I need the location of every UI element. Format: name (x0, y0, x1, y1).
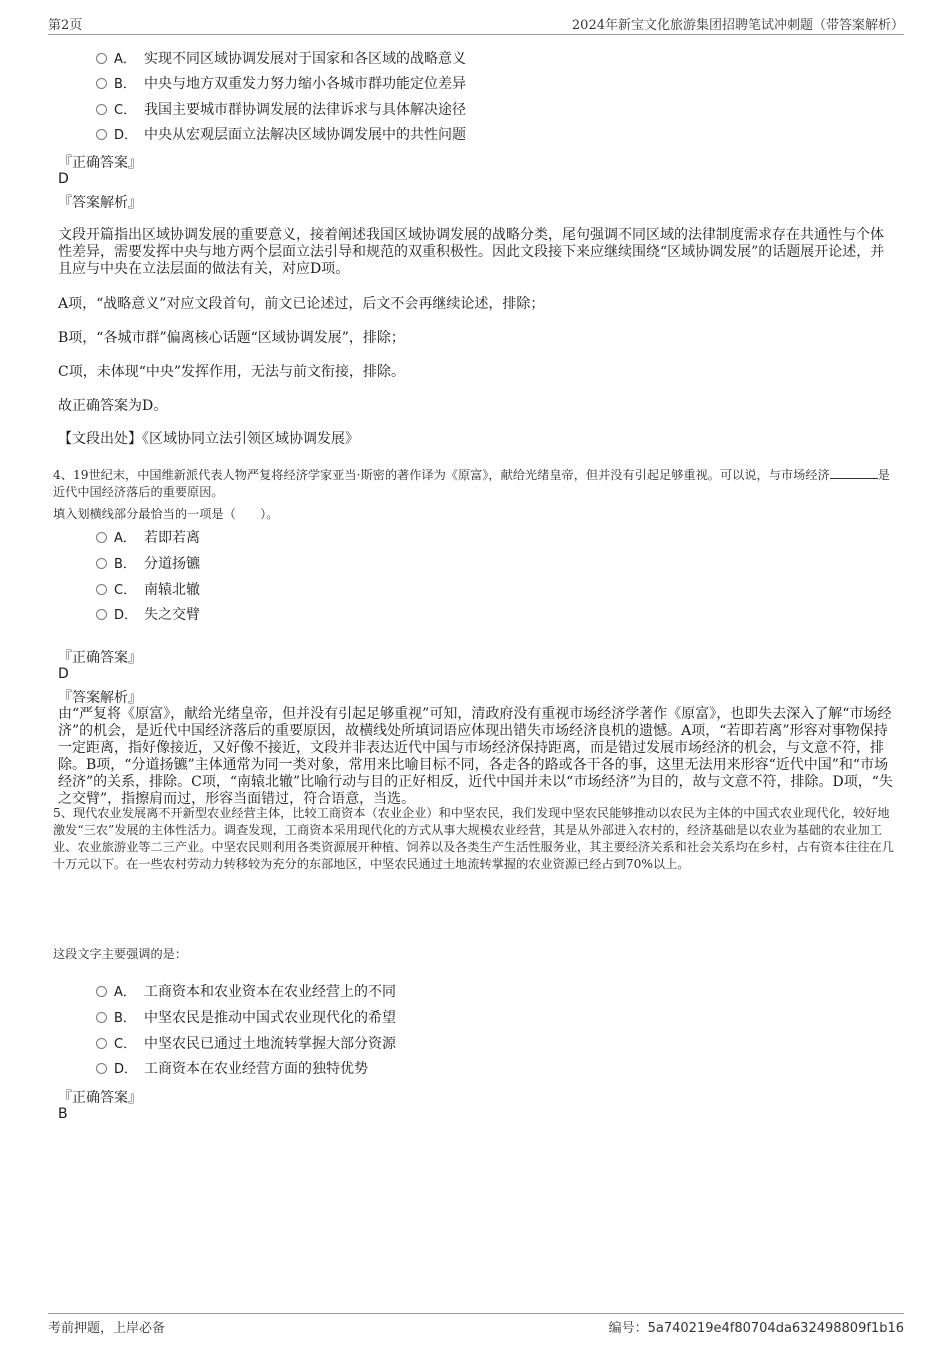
q4-answer-label: 『正确答案』 (58, 650, 142, 666)
q4-analysis-label: 『答案解析』 (58, 690, 142, 706)
document-page: 第2页 2024年新宝文化旅游集团招聘笔试冲刺题（带答案解析） A． 实现不同区域协调发展对于国家和各区域的战略意义 B． 中央与地方双重发力努力缩小各城市群功能定位差异 C． 我国主要城市群协调发展的法律诉求与具体解决途径 D． 中央从宏观层面立法解决区域协调发展中的共性问题 『正确答案』 D 『答案解析』 文段开篇指出区域协调发展的重要意义，接着阐述我国区域协调发展的战略分类，尾句强调不同区域的法律制度需求存在共通性与个体性差异，需要发挥中央与地方两个层面立法引导和规范的双重积极性。因此文段接下来应继续围绕“区域协调发展”的话题展开论述，并且应与中央在立法层面的做法有关，对应D项。 A项，“战略意义”对应文段首句，前文已论述过，后文不会再继续论述，排除； B项，“各城市群”偏离核心话题“区域协调发展”，排除； C项，未体现“中央”发挥作用，无法与前文衔接，排除。 故正确答案为D。 【文段出处】《区域协同立法引领区域协调发展》 4、19世纪末，中国维新派代表人物严复将经济学家亚当·斯密的著作译为《原富》，献给光绪皇帝，但并没有引起足够重视。可以说，与市场经济 是近代中国经济落后的重要原因。 填入划横线部分最恰当的一项是（ ）。 A． 若即若离 B． 分道扬镳 C． 南辕北辙 D． 失之交臂 『正确答案』 D 『答案解析』 由“严复将《原富》，献给光绪皇帝，但并没有引起足够重视”可知，清政府没有重视市场经济学著作《原富》，也即失去深入了解“市场经济”的机会，是近代中国经济落后的重要原因，故横线处所填词语应体现出错失市场经济良机的遗憾。A项，“若即若离”形容对事物保持一定距离，指好像接近，又好像不接近，文段并非表达近代中国与市场经济保持距离，而是错过发展市场经济的机会，与文意不符，排除。B项，“分道扬镳”主体通常为同一类对象，常用来比喻目标不同，各走各的路或各干各的事，这里无法用来形容“近代中国”和“市场经济”的关系，排除。C项，“南辕北辙”比喻行动与目的正好相反，近代中国并未以“市场经济”为目的，故与文意不符，排除。D项，“失之交臂”，指擦肩而过，形容当面错过，符合语意，当选。 5、现代农业发展离不开新型农业经营主体，比较工商资本（农业企业）和中坚农民，我们发现中坚农民能够推动以农民为主体的中国式农业现代化，较好地激发“三农”发展的主体性活力。调查发现，工商资本采用现代化的方式从事大规模农业经营，其是从外部进入农村的，经济基础是以农业为基础的农业加工业、农业旅游业等二三产业。中坚农民则利用各类资源展开种植、饲养以及各类生产生活性服务业，其主要经济关系和社会关系均在乡村，占有资本往往在几十万元以下。在一些农村劳动力转移较为充分的东部地区，中坚农民通过土地流转掌握的农业资源已经占到70%以上。 这段文字主要强调的是： A． 工商资本和农业资本在农业经营上的不同 B． 中坚农民是推动中国式农业现代化的希望 C． 中坚农民已通过土地流转掌握大部分资源 D． 工商资本在农业经营方面的独特优势 『正确答案』 B 考前押题，上岸必备 编号：5a740219e4f80704da632498809f1b16 (0, 0, 950, 1345)
radio-icon[interactable] (96, 1063, 107, 1074)
radio-icon[interactable] (96, 532, 107, 543)
q3-answer-label: 『正确答案』 (58, 155, 142, 171)
q4-prompt: 填入划横线部分最恰当的一项是（ ）。 (53, 507, 279, 521)
q4-stem: 4、19世纪末，中国维新派代表人物严复将经济学家亚当·斯密的著作译为《原富》，献给光绪皇帝，但并没有引起足够重视。可以说，与市场经济 是近代中国经济落后的重要原因。 (53, 468, 890, 499)
q3-analysis-c: C项，未体现“中央”发挥作用，无法与前文衔接，排除。 (58, 364, 406, 380)
q3-analysis-b: B项，“各城市群”偏离核心话题“区域协调发展”，排除； (58, 330, 405, 346)
page-header (48, 12, 904, 35)
q4-answer: D (58, 666, 69, 682)
radio-icon[interactable] (96, 1012, 107, 1023)
radio-icon[interactable] (96, 584, 107, 595)
document-code: 编号：5a740219e4f80704da632498809f1b16 (608, 1321, 904, 1336)
radio-icon[interactable] (96, 558, 107, 569)
q3-analysis-main: 文段开篇指出区域协调发展的重要意义，接着阐述我国区域协调发展的战略分类，尾句强调不同区域的法律制度需求存在共通性与个体性差异，需要发挥中央与地方两个层面立法引导和规范的双重积极性。因此文段接下来应继续围绕“区域协调发展”的话题展开论述，并且应与中央在立法层面的做法有关，对应D项。 (58, 227, 885, 277)
page-footer (48, 1313, 904, 1336)
q5-answer-label: 『正确答案』 (58, 1090, 142, 1106)
radio-icon[interactable] (96, 53, 107, 64)
fill-blank (830, 467, 878, 479)
page-number: 第2页 (48, 18, 83, 33)
footer-slogan: 考前押题，上岸必备 (48, 1321, 166, 1336)
radio-icon[interactable] (96, 104, 107, 115)
q4-analysis: 由“严复将《原富》，献给光绪皇帝，但并没有引起足够重视”可知，清政府没有重视市场经济学著作《原富》，也即失去深入了解“市场经济”的机会，是近代中国经济落后的重要原因，故横线处所填词语应体现出错失市场经济良机的遗憾。A项，“若即若离”形容对事物保持一定距离，指好像接近，又好像不接近，文段并非表达近代中国与市场经济保持距离，而是错过发展市场经济的机会，与文意不符，排除。B项，“分道扬镳”主体通常为同一类对象，常用来比喻目标不同，各走各的路或各干各的事，这里无法用来形容“近代中国”和“市场经济”的关系，排除。C项，“南辕北辙”比喻行动与目的正好相反，近代中国并未以“市场经济”为目的，故与文意不符，排除。D项，“失之交臂”，指擦肩而过，形容当面错过，符合语意，当选。 (58, 706, 893, 807)
radio-icon[interactable] (96, 129, 107, 140)
radio-icon[interactable] (96, 78, 107, 89)
q3-answer: D (58, 171, 69, 187)
q5-stem: 5、现代农业发展离不开新型农业经营主体，比较工商资本（农业企业）和中坚农民，我们发现中坚农民能够推动以农民为主体的中国式农业现代化，较好地激发“三农”发展的主体性活力。调查发现，工商资本采用现代化的方式从事大规模农业经营，其是从外部进入农村的，经济基础是以农业为基础的农业加工业、农业旅游业等二三产业。中坚农民则利用各类资源展开种植、饲养以及各类生产生活性服务业，其主要经济关系和社会关系均在乡村，占有资本往往在几十万元以下。在一些农村劳动力转移较为充分的东部地区，中坚农民通过土地流转掌握的农业资源已经占到70%以上。 (53, 806, 894, 871)
radio-icon[interactable] (96, 986, 107, 997)
q5-prompt: 这段文字主要强调的是： (53, 947, 188, 961)
q3-analysis-label: 『答案解析』 (58, 195, 142, 211)
q5-answer: B (58, 1106, 68, 1122)
q3-source: 【文段出处】《区域协同立法引领区域协调发展》 (58, 431, 359, 447)
q3-analysis-a: A项，“战略意义”对应文段首句，前文已论述过，后文不会再继续论述，排除； (58, 296, 545, 312)
radio-icon[interactable] (96, 609, 107, 620)
q3-conclusion: 故正确答案为D。 (58, 398, 168, 414)
document-title: 2024年新宝文化旅游集团招聘笔试冲刺题（带答案解析） (571, 18, 904, 33)
radio-icon[interactable] (96, 1038, 107, 1049)
